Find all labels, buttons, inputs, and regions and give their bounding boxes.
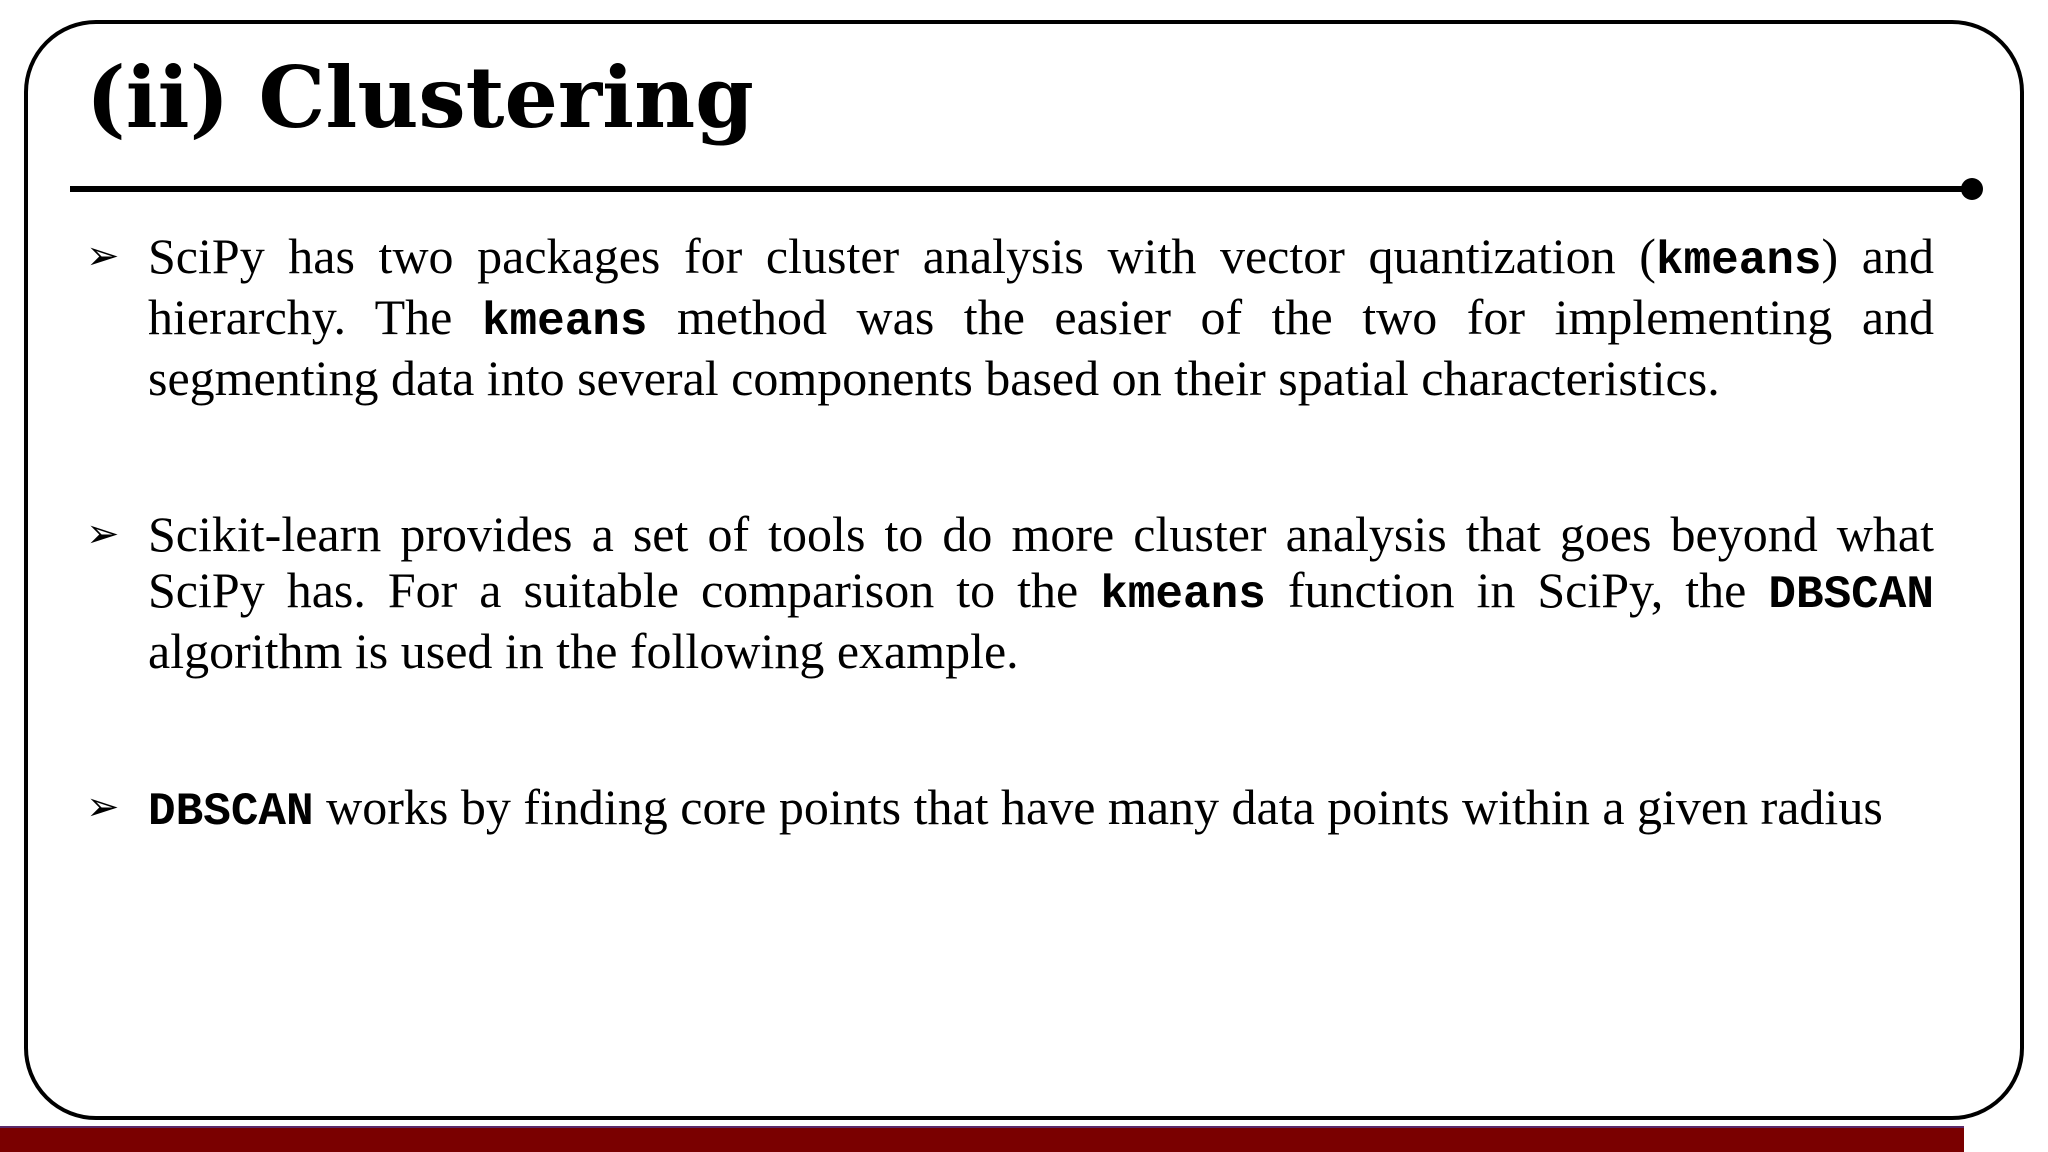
code-term: DBSCAN bbox=[148, 786, 314, 838]
title-underline-endpoint bbox=[1961, 178, 1983, 200]
code-term: DBSCAN bbox=[1768, 569, 1934, 621]
bullet-text: method was the easier of the two for implementing and segmenting data into several components based on their spatial characteristics. bbox=[148, 289, 1935, 406]
bullet-item-dbscan bbox=[86, 779, 1934, 840]
bullet-item-scikit-learn bbox=[86, 506, 1934, 679]
bullet-text: Scikit-learn provides a set of tools to do more cluster analysis that goes beyond what SciPy has. For a suitable comparison to the bbox=[148, 506, 1934, 618]
bullet-text: algorithm is used in the following example. bbox=[148, 623, 1019, 679]
bullet-item-scipy bbox=[86, 228, 1934, 406]
bullet-text: function in SciPy, the bbox=[1265, 562, 1769, 618]
slide-title: (ii) Clustering bbox=[86, 48, 754, 147]
code-term: kmeans bbox=[481, 296, 648, 348]
title-underline bbox=[70, 186, 1970, 192]
code-term: kmeans bbox=[1655, 235, 1822, 287]
bullet-text: ) and hierarchy. The bbox=[148, 228, 1934, 345]
code-term: kmeans bbox=[1100, 569, 1266, 621]
footer-bar bbox=[0, 1126, 1964, 1152]
arrowhead-bullet-icon: ➢ bbox=[86, 511, 120, 557]
bullet-text: SciPy has two packages for cluster analysis with vector quantization ( bbox=[148, 228, 1656, 284]
bullet-list bbox=[86, 228, 1934, 840]
bullet-text: works by finding core points that have many data points within a given radius bbox=[313, 779, 1883, 835]
arrowhead-bullet-icon: ➢ bbox=[86, 233, 120, 279]
arrowhead-bullet-icon: ➢ bbox=[86, 784, 120, 830]
